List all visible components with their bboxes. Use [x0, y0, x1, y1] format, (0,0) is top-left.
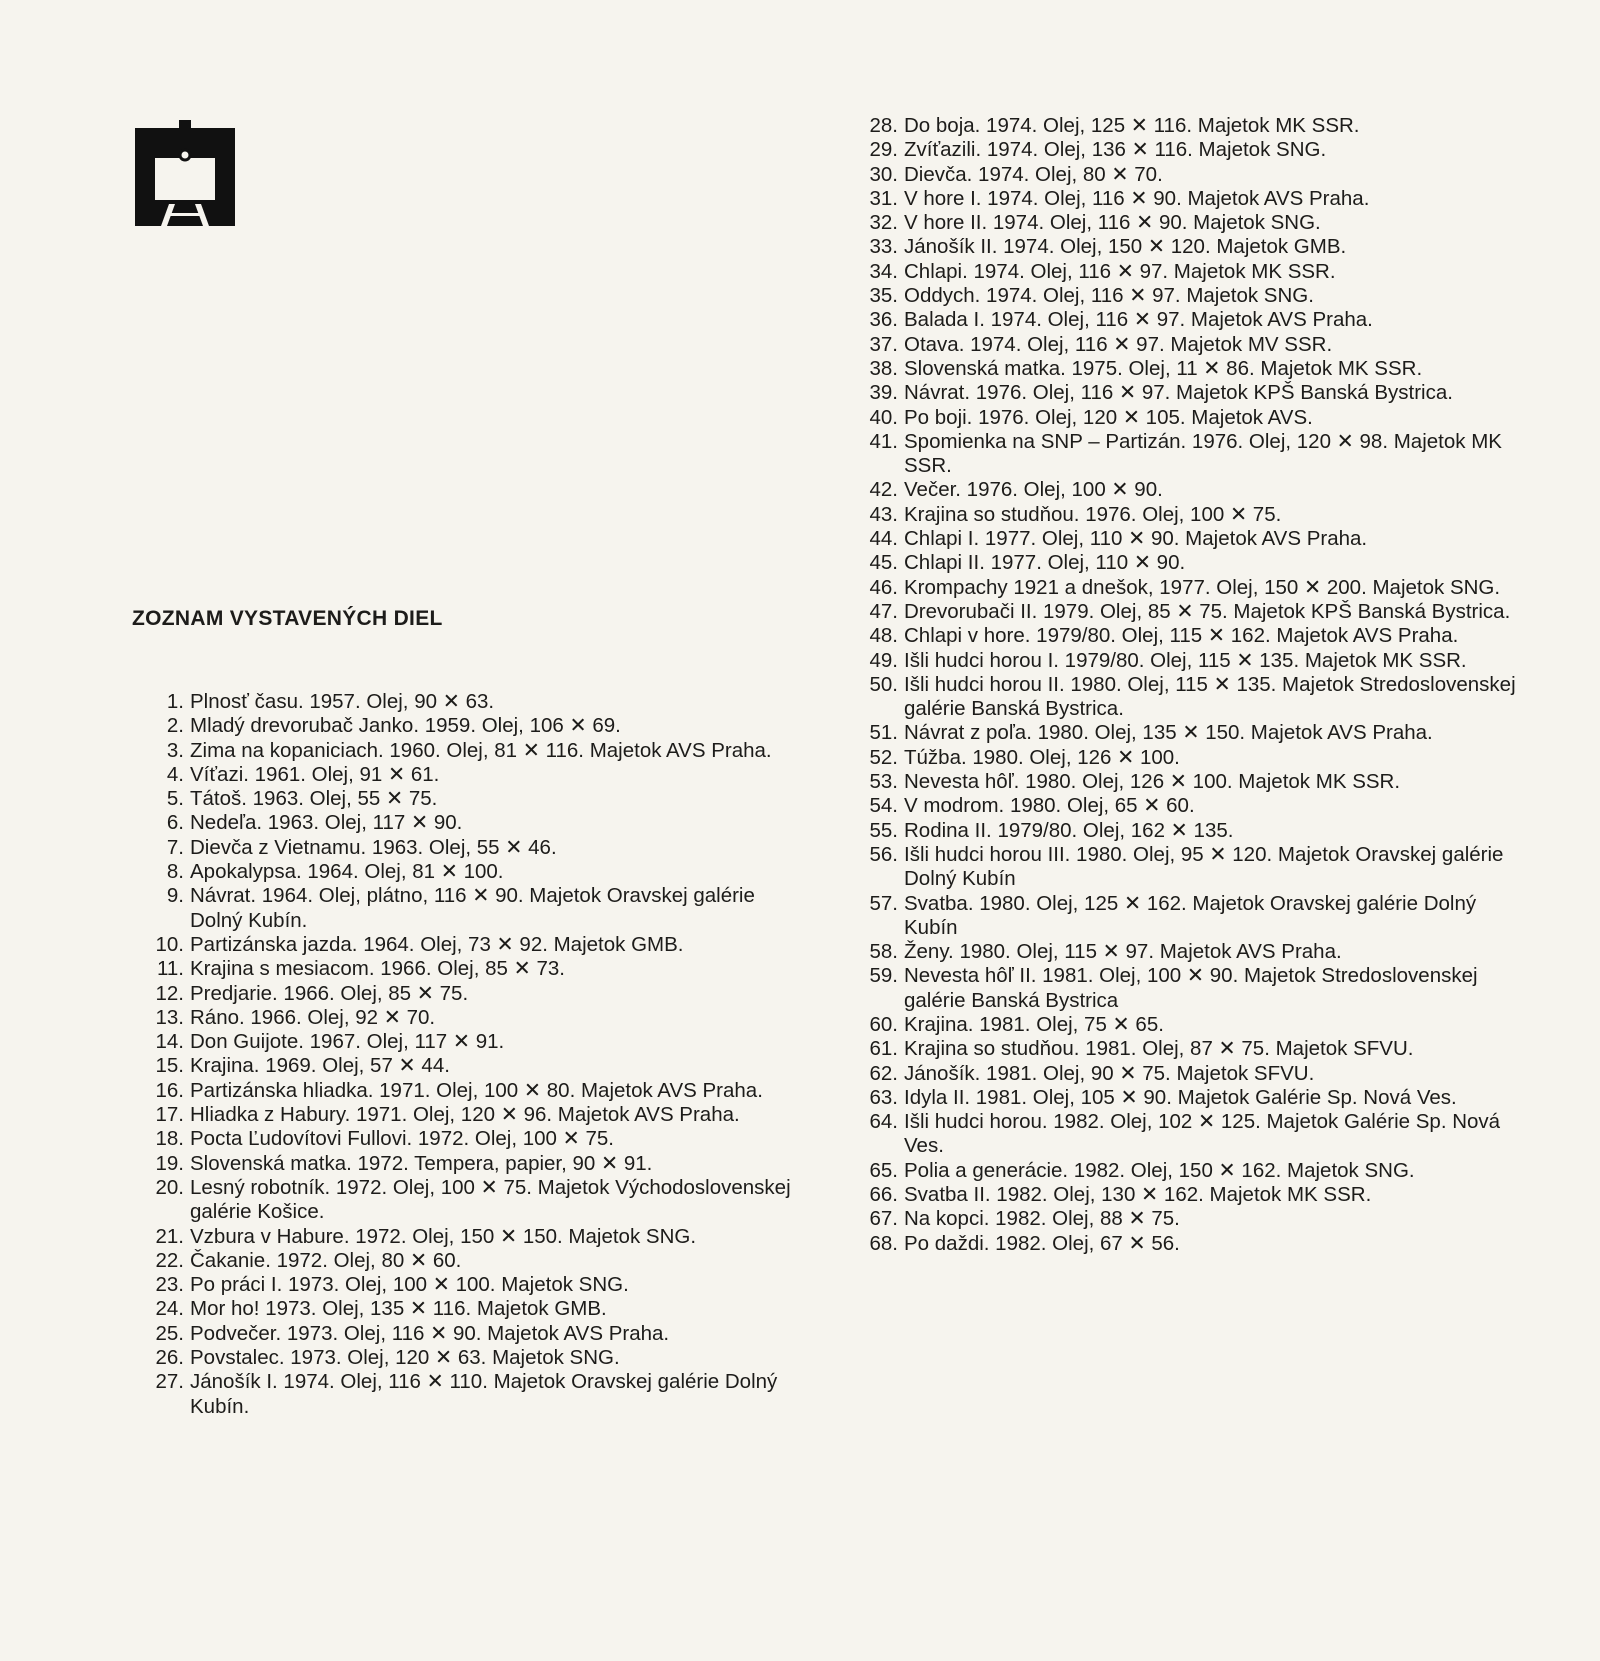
item-text: Otava. 1974. Olej, 116 ✕ 97. Majetok MV SSR.	[904, 332, 1333, 356]
item-number: 33.	[869, 235, 898, 259]
list-item	[858, 503, 1518, 527]
list-item	[144, 1370, 804, 1419]
item-text: Išli hudci horou I. 1979/80. Olej, 115 ✕ 135. Majetok MK SSR.	[904, 648, 1467, 672]
item-number: 57.	[869, 891, 898, 915]
list-item	[144, 1346, 804, 1370]
item-text: Čakanie. 1972. Olej, 80 ✕ 60.	[190, 1248, 462, 1272]
list-item	[144, 933, 804, 957]
item-number: 53.	[869, 770, 898, 794]
list-item	[858, 235, 1518, 259]
item-text: Apokalypsa. 1964. Olej, 81 ✕ 100.	[190, 860, 504, 884]
list-item	[858, 673, 1518, 722]
list-item	[858, 551, 1518, 575]
item-number: 7.	[166, 835, 184, 859]
item-text: V hore II. 1974. Olej, 116 ✕ 90. Majetok SNG.	[904, 211, 1321, 235]
item-number: 54.	[869, 794, 898, 818]
item-text: Po práci I. 1973. Olej, 100 ✕ 100. Majetok SNG.	[190, 1273, 629, 1297]
list-item	[858, 333, 1518, 357]
item-number: 60.	[869, 1012, 898, 1036]
item-number: 61.	[869, 1037, 898, 1061]
list-item	[144, 1176, 804, 1225]
item-text: Krajina. 1969. Olej, 57 ✕ 44.	[190, 1054, 450, 1078]
item-text: Mladý drevorubač Janko. 1959. Olej, 106 ✕ 69.	[190, 714, 621, 738]
easel-logo-icon	[135, 120, 235, 226]
item-text: Po daždi. 1982. Olej, 67 ✕ 56.	[904, 1231, 1180, 1255]
item-text: Na kopci. 1982. Olej, 88 ✕ 75.	[904, 1207, 1180, 1231]
item-text: Partizánska hliadka. 1971. Olej, 100 ✕ 80. Majetok AVS Praha.	[190, 1078, 763, 1102]
item-number: 27.	[155, 1370, 184, 1394]
list-item	[144, 1273, 804, 1297]
list-item	[144, 836, 804, 860]
item-text: Krajina. 1981. Olej, 75 ✕ 65.	[904, 1012, 1164, 1036]
item-number: 66.	[869, 1183, 898, 1207]
list-item	[144, 714, 804, 738]
works-list-left	[144, 690, 804, 1419]
list-item	[858, 576, 1518, 600]
item-number: 6.	[166, 811, 184, 835]
item-text: Večer. 1976. Olej, 100 ✕ 90.	[904, 478, 1163, 502]
item-number: 8.	[166, 860, 184, 884]
item-number: 62.	[869, 1061, 898, 1085]
item-number: 65.	[869, 1158, 898, 1182]
list-item	[858, 721, 1518, 745]
list-item	[858, 819, 1518, 843]
item-text: Nedeľa. 1963. Olej, 117 ✕ 90.	[190, 811, 463, 835]
list-item	[144, 860, 804, 884]
item-number: 15.	[155, 1054, 184, 1078]
item-number: 32.	[869, 211, 898, 235]
item-text: Chlapi II. 1977. Olej, 110 ✕ 90.	[904, 551, 1186, 575]
item-text: Po boji. 1976. Olej, 120 ✕ 105. Majetok AVS.	[904, 405, 1313, 429]
item-text: Zima na kopaniciach. 1960. Olej, 81 ✕ 116. Majetok AVS Praha.	[190, 738, 772, 762]
item-text: Povstalec. 1973. Olej, 120 ✕ 63. Majetok SNG.	[190, 1346, 620, 1370]
item-text: Išli hudci horou III. 1980. Olej, 95 ✕ 120. Majetok Oravskej galérie Dolný Kubín	[904, 842, 1504, 891]
item-number: 21.	[155, 1224, 184, 1248]
item-text: V hore I. 1974. Olej, 116 ✕ 90. Majetok AVS Praha.	[904, 186, 1370, 210]
item-text: Podvečer. 1973. Olej, 116 ✕ 90. Majetok AVS Praha.	[190, 1321, 670, 1345]
list-item	[144, 1297, 804, 1321]
item-text: Nevesta hôľ. 1980. Olej, 126 ✕ 100. Majetok MK SSR.	[904, 770, 1401, 794]
item-number: 42.	[869, 478, 898, 502]
item-number: 45.	[869, 551, 898, 575]
item-text: Partizánska jazda. 1964. Olej, 73 ✕ 92. Majetok GMB.	[190, 932, 684, 956]
list-item	[858, 1159, 1518, 1183]
item-number: 28.	[869, 114, 898, 137]
list-item	[858, 357, 1518, 381]
list-item	[144, 763, 804, 787]
item-text: Don Guijote. 1967. Olej, 117 ✕ 91.	[190, 1030, 505, 1054]
item-text: Idyla II. 1981. Olej, 105 ✕ 90. Majetok Galérie Sp. Nová Ves.	[904, 1085, 1457, 1109]
list-item	[858, 1207, 1518, 1231]
list-item	[858, 478, 1518, 502]
item-number: 11.	[157, 957, 184, 981]
list-item	[144, 884, 804, 933]
list-item	[144, 1103, 804, 1127]
item-text: Predjarie. 1966. Olej, 85 ✕ 75.	[190, 981, 469, 1005]
list-item	[858, 163, 1518, 187]
item-number: 10.	[155, 932, 184, 956]
item-number: 37.	[869, 332, 898, 356]
item-number: 49.	[869, 648, 898, 672]
item-text: Nevesta hôľ II. 1981. Olej, 100 ✕ 90. Majetok Stredoslovenskej galérie Banská Bystrica	[904, 964, 1478, 1012]
item-text: Išli hudci horou II. 1980. Olej, 115 ✕ 135. Majetok Stredoslovenskej galérie Banská Bystrica.	[904, 672, 1516, 721]
item-number: 48.	[869, 624, 898, 648]
item-text: Krajina s mesiacom. 1966. Olej, 85 ✕ 73.	[190, 957, 565, 981]
list-item	[858, 187, 1518, 211]
item-text: Polia a generácie. 1982. Olej, 150 ✕ 162. Majetok SNG.	[904, 1158, 1415, 1182]
item-number: 12.	[155, 981, 184, 1005]
list-item	[858, 114, 1518, 138]
item-text: Krompachy 1921 a dnešok, 1977. Olej, 150 ✕ 200. Majetok SNG.	[904, 575, 1501, 599]
item-text: Spomienka na SNP – Partizán. 1976. Olej, 120 ✕ 98. Majetok MK SSR.	[904, 429, 1502, 478]
list-item	[858, 940, 1518, 964]
item-text: Plnosť času. 1957. Olej, 90 ✕ 63.	[190, 690, 495, 713]
list-item	[858, 1013, 1518, 1037]
item-text: Tátoš. 1963. Olej, 55 ✕ 75.	[190, 787, 438, 811]
item-number: 51.	[869, 721, 898, 745]
item-text: Išli hudci horou. 1982. Olej, 102 ✕ 125. Majetok Galérie Sp. Nová Ves.	[904, 1110, 1501, 1158]
item-text: Lesný robotník. 1972. Olej, 100 ✕ 75. Majetok Východoslovenskej galérie Košice.	[190, 1175, 791, 1224]
item-number: 55.	[869, 818, 898, 842]
list-item	[144, 1225, 804, 1249]
list-item	[858, 600, 1518, 624]
item-text: Zvíťazili. 1974. Olej, 136 ✕ 116. Majetok SNG.	[904, 138, 1327, 162]
list-item	[858, 1110, 1518, 1159]
item-number: 29.	[869, 138, 898, 162]
item-text: Víťazi. 1961. Olej, 91 ✕ 61.	[190, 762, 440, 786]
list-item	[858, 211, 1518, 235]
item-number: 26.	[155, 1346, 184, 1370]
item-text: Jánošík I. 1974. Olej, 116 ✕ 110. Majetok Oravskej galérie Dolný Kubín.	[190, 1370, 778, 1418]
item-number: 64.	[869, 1110, 898, 1134]
works-list-right	[858, 114, 1518, 1256]
item-text: Svatba II. 1982. Olej, 130 ✕ 162. Majetok MK SSR.	[904, 1183, 1372, 1207]
item-number: 24.	[155, 1297, 184, 1321]
list-item	[858, 649, 1518, 673]
item-number: 43.	[869, 502, 898, 526]
list-item	[858, 746, 1518, 770]
item-number: 18.	[155, 1127, 184, 1151]
list-item	[144, 1127, 804, 1151]
item-text: Chlapi. 1974. Olej, 116 ✕ 97. Majetok MK SSR.	[904, 259, 1336, 283]
item-text: Jánošík II. 1974. Olej, 150 ✕ 120. Majetok GMB.	[904, 235, 1347, 259]
item-number: 59.	[869, 964, 898, 988]
item-text: Do boja. 1974. Olej, 125 ✕ 116. Majetok MK SSR.	[904, 114, 1360, 137]
item-text: Vzbura v Habure. 1972. Olej, 150 ✕ 150. Majetok SNG.	[190, 1224, 697, 1248]
list-item	[144, 1054, 804, 1078]
item-number: 63.	[869, 1085, 898, 1109]
item-number: 50.	[869, 672, 898, 696]
item-number: 34.	[869, 259, 898, 283]
item-number: 44.	[869, 527, 898, 551]
list-item	[858, 794, 1518, 818]
item-number: 30.	[869, 162, 898, 186]
item-number: 36.	[869, 308, 898, 332]
item-number: 46.	[869, 575, 898, 599]
item-text: Ženy. 1980. Olej, 115 ✕ 97. Majetok AVS Praha.	[904, 940, 1342, 964]
item-text: Dievča z Vietnamu. 1963. Olej, 55 ✕ 46.	[190, 835, 557, 859]
item-number: 35.	[869, 284, 898, 308]
list-item	[858, 892, 1518, 941]
list-item	[858, 624, 1518, 648]
item-number: 23.	[155, 1273, 184, 1297]
list-item	[858, 430, 1518, 479]
item-text: Túžba. 1980. Olej, 126 ✕ 100.	[904, 745, 1180, 769]
item-number: 58.	[869, 940, 898, 964]
item-number: 38.	[869, 356, 898, 380]
item-number: 41.	[869, 429, 898, 453]
item-number: 22.	[155, 1248, 184, 1272]
item-number: 40.	[869, 405, 898, 429]
item-number: 5.	[166, 787, 184, 811]
item-number: 52.	[869, 745, 898, 769]
list-item	[858, 1232, 1518, 1256]
item-text: Slovenská matka. 1975. Olej, 11 ✕ 86. Majetok MK SSR.	[904, 356, 1423, 380]
list-item	[144, 957, 804, 981]
list-item	[858, 770, 1518, 794]
list-item	[144, 1322, 804, 1346]
item-number: 19.	[155, 1151, 184, 1175]
item-text: Chlapi I. 1977. Olej, 110 ✕ 90. Majetok AVS Praha.	[904, 527, 1368, 551]
item-number: 39.	[869, 381, 898, 405]
item-text: Rodina II. 1979/80. Olej, 162 ✕ 135.	[904, 818, 1234, 842]
list-item	[144, 1030, 804, 1054]
list-item	[144, 1079, 804, 1103]
item-text: Návrat. 1964. Olej, plátno, 116 ✕ 90. Majetok Oravskej galérie Dolný Kubín.	[190, 884, 755, 932]
item-text: Slovenská matka. 1972. Tempera, papier, 90 ✕ 91.	[190, 1151, 653, 1175]
list-item	[144, 787, 804, 811]
item-number: 9.	[166, 884, 184, 908]
item-number: 20.	[155, 1175, 184, 1199]
item-number: 3.	[166, 738, 184, 762]
item-number: 47.	[869, 599, 898, 623]
list-item	[858, 1183, 1518, 1207]
item-number: 68.	[869, 1231, 898, 1255]
item-number: 2.	[166, 714, 184, 738]
item-text: Chlapi v hore. 1979/80. Olej, 115 ✕ 162. Majetok AVS Praha.	[904, 624, 1459, 648]
list-item	[858, 284, 1518, 308]
item-text: Krajina so studňou. 1981. Olej, 87 ✕ 75. Majetok SFVU.	[904, 1037, 1414, 1061]
item-text: Ráno. 1966. Olej, 92 ✕ 70.	[190, 1005, 436, 1029]
item-text: Balada I. 1974. Olej, 116 ✕ 97. Majetok AVS Praha.	[904, 308, 1373, 332]
item-text: Oddych. 1974. Olej, 116 ✕ 97. Majetok SNG.	[904, 284, 1314, 308]
item-text: Návrat. 1976. Olej, 116 ✕ 97. Majetok KPŠ Banská Bystrica.	[904, 381, 1453, 405]
list-item	[144, 739, 804, 763]
list-item	[858, 843, 1518, 892]
item-text: Svatba. 1980. Olej, 125 ✕ 162. Majetok Oravskej galérie Dolný Kubín	[904, 891, 1477, 939]
item-text: Dievča. 1974. Olej, 80 ✕ 70.	[904, 162, 1163, 186]
item-number: 1.	[166, 690, 184, 713]
list-item	[144, 982, 804, 1006]
item-text: Drevorubači II. 1979. Olej, 85 ✕ 75. Majetok KPŠ Banská Bystrica.	[904, 599, 1511, 623]
item-number: 67.	[869, 1207, 898, 1231]
item-number: 14.	[155, 1030, 184, 1054]
item-number: 16.	[155, 1078, 184, 1102]
list-item	[858, 406, 1518, 430]
item-number: 56.	[869, 842, 898, 866]
list-item	[144, 811, 804, 835]
list-item	[858, 964, 1518, 1013]
item-number: 25.	[155, 1321, 184, 1345]
item-text: V modrom. 1980. Olej, 65 ✕ 60.	[904, 794, 1195, 818]
item-text: Pocta Ľudovítovi Fullovi. 1972. Olej, 100 ✕ 75.	[190, 1127, 615, 1151]
item-text: Hliadka z Habury. 1971. Olej, 120 ✕ 96. Majetok AVS Praha.	[190, 1103, 740, 1127]
list-item	[858, 308, 1518, 332]
item-text: Mor ho! 1973. Olej, 135 ✕ 116. Majetok GMB.	[190, 1297, 607, 1321]
list-item	[858, 1062, 1518, 1086]
item-text: Jánošík. 1981. Olej, 90 ✕ 75. Majetok SFVU.	[904, 1061, 1315, 1085]
item-text: Návrat z poľa. 1980. Olej, 135 ✕ 150. Majetok AVS Praha.	[904, 721, 1433, 745]
item-number: 4.	[166, 762, 184, 786]
list-item	[144, 1006, 804, 1030]
list-item	[858, 138, 1518, 162]
list-item	[858, 1037, 1518, 1061]
page-heading: ZOZNAM VYSTAVENÝCH DIEL	[132, 607, 443, 630]
item-number: 17.	[155, 1103, 184, 1127]
list-item	[144, 1249, 804, 1273]
list-item	[858, 381, 1518, 405]
item-number: 31.	[869, 186, 898, 210]
list-item	[144, 690, 804, 714]
list-item	[858, 260, 1518, 284]
list-item	[144, 1152, 804, 1176]
item-number: 13.	[155, 1005, 184, 1029]
item-text: Krajina so studňou. 1976. Olej, 100 ✕ 75.	[904, 502, 1282, 526]
list-item	[858, 1086, 1518, 1110]
list-item	[858, 527, 1518, 551]
